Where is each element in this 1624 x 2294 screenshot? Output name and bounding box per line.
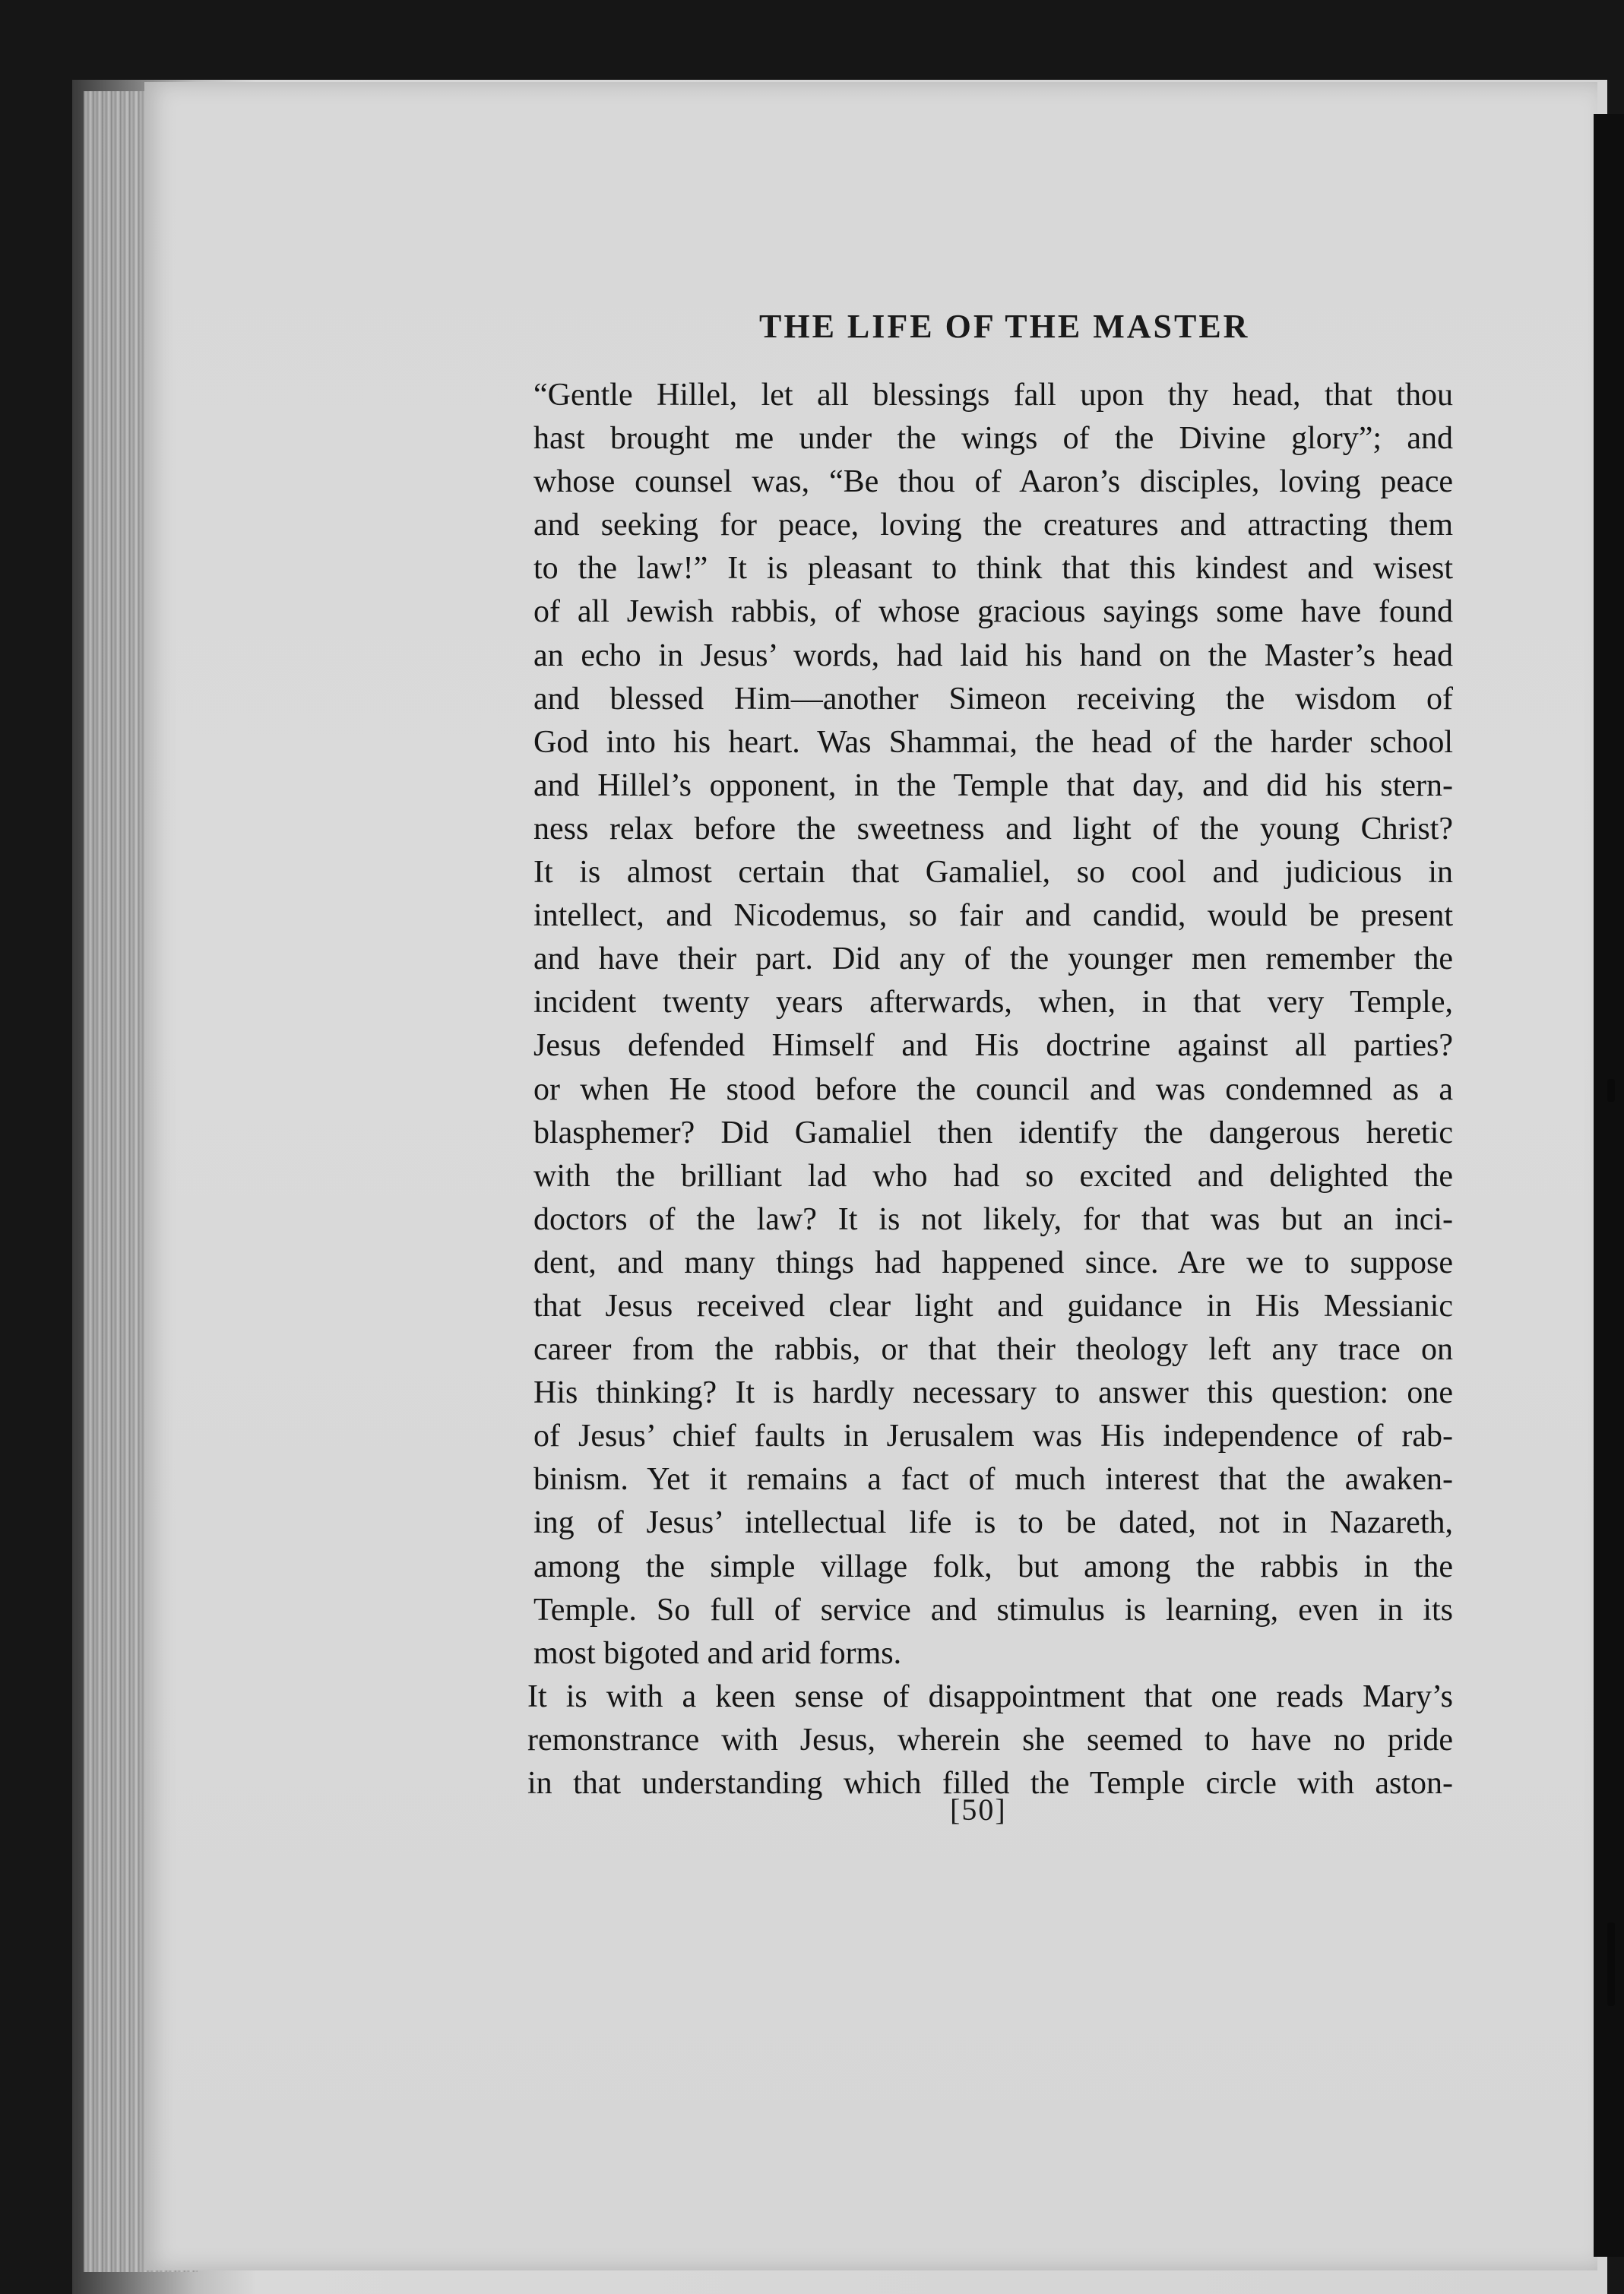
text-line: of all Jewish rabbis, of whose gracious sayings some have found bbox=[533, 594, 1453, 630]
text-line: blasphemer? Did Gamaliel then identify the dangerous heretic bbox=[533, 1115, 1453, 1150]
text-line: most bigoted and arid forms. bbox=[533, 1635, 902, 1671]
text-line: career from the rabbis, or that their theology left any trace on bbox=[533, 1332, 1453, 1368]
text-line: intellect, and Nicodemus, so fair and candid, would be present bbox=[533, 898, 1453, 934]
page-number: [50] bbox=[950, 1792, 1007, 1827]
text-line: remonstrance with Jesus, wherein she seemed to have no pride bbox=[527, 1722, 1453, 1758]
binding-edge bbox=[1594, 114, 1624, 2257]
text-line: doctors of the law? It is not likely, for that was but an inci- bbox=[533, 1201, 1453, 1237]
text-line: and blessed Him—another Simeon receiving the wisdom of bbox=[533, 681, 1453, 717]
text-line: “Gentle Hillel, let all blessings fall upon thy head, that thou bbox=[533, 378, 1453, 413]
edge-mark bbox=[1607, 1922, 1615, 2006]
text-line: or when He stood before the council and was condemned as a bbox=[533, 1071, 1453, 1107]
text-line: incident twenty years afterwards, when, in that very Temple, bbox=[533, 985, 1453, 1020]
text-line: with the brilliant lad who had so excited and delighted the bbox=[533, 1158, 1453, 1194]
text-line: dent, and many things had happened since. Are we to suppose bbox=[533, 1245, 1453, 1280]
text-line: His thinking? It is hardly necessary to answer this question: one bbox=[533, 1375, 1453, 1411]
text-line: among the simple village folk, but among the rabbis in the bbox=[533, 1549, 1453, 1584]
text-line: and Hillel’s opponent, in the Temple that day, and did his stern- bbox=[533, 767, 1453, 803]
text-line: It is with a keen sense of disappointment that one reads Mary’s bbox=[527, 1679, 1453, 1714]
text-line: that Jesus received clear light and guidance in His Messianic bbox=[533, 1288, 1453, 1324]
text-line: hast brought me under the wings of the Divine glory”; and bbox=[533, 421, 1453, 457]
text-line: in that understanding which filled the Temple circle with aston- bbox=[527, 1766, 1453, 1801]
text-line: of Jesus’ chief faults in Jerusalem was His independence of rab- bbox=[533, 1419, 1453, 1454]
text-line: an echo in Jesus’ words, had laid his hand on the Master’s head bbox=[533, 638, 1453, 673]
text-line: ing of Jesus’ intellectual life is to be dated, not in Nazareth, bbox=[533, 1505, 1453, 1541]
text-line: and seeking for peace, loving the creatures and attracting them bbox=[533, 508, 1453, 543]
text-line: ness relax before the sweetness and light of the young Christ? bbox=[533, 811, 1453, 846]
text-line: Temple. So full of service and stimulus is learning, even in its bbox=[533, 1592, 1453, 1628]
text-line: to the law!” It is pleasant to think that this kindest and wisest bbox=[533, 551, 1453, 587]
text-line: whose counsel was, “Be thou of Aaron’s disciples, loving peace bbox=[533, 464, 1453, 500]
edge-mark bbox=[1607, 1079, 1615, 1102]
running-head: THE LIFE OF THE MASTER bbox=[759, 308, 1250, 345]
text-line: binism. Yet it remains a fact of much interest that the awaken- bbox=[533, 1462, 1453, 1498]
text-line: It is almost certain that Gamaliel, so cool and judicious in bbox=[533, 855, 1453, 891]
text-line: God into his heart. Was Shammai, the head of the harder school bbox=[533, 724, 1453, 760]
text-line: and have their part. Did any of the younger men remember the bbox=[533, 941, 1453, 977]
text-line: Jesus defended Himself and His doctrine against all parties? bbox=[533, 1028, 1453, 1064]
body-text bbox=[527, 374, 1453, 1805]
